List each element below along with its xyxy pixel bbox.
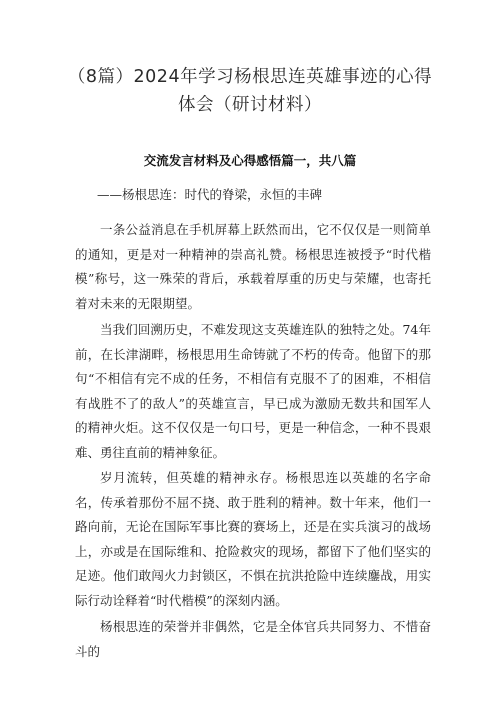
body-paragraph-3: 岁月流转，但英雄的精神永存。杨根思连以英雄的名字命名，传承着那份不屈不挠、敢于胜利的精神。数十年来，他们一路向前，无论在国际军事比赛的赛场上，还是在实兵演习的战场上，亦或是在国际维和、抢险救灾的现场，都留下了他们坚实的足迹。他们敢闯火力封锁区，不惧在抗洪抢险中连续鏖战，用实际行动诠释着“时代楷模”的深刻内涵。 <box>75 470 431 608</box>
body-paragraph-1: 一条公益消息在手机屏幕上跃然而出，它不仅仅是一则简单的通知，更是对一种精神的崇高礼赞。杨根思连被授予“时代楷模”称号，这一殊荣的背后，承载着厚重的历史与荣耀，也寄托着对未来的无限期望。 <box>75 222 431 311</box>
section-subtitle: ——杨根思连：时代的脊梁，永恒的丰碑 <box>97 187 323 202</box>
section-heading: 交流发言材料及心得感悟篇一，共八篇 <box>143 153 357 168</box>
body-paragraph-4: 杨根思连的荣誉并非偶然，它是全体官兵共同努力、不惜奋斗的 <box>75 619 431 659</box>
document-title-line-1: （8篇）2024年学习杨根思连英雄事迹的心得 <box>67 67 433 87</box>
document-title-line-2: 体会（研讨材料） <box>178 95 322 115</box>
body-paragraph-2: 当我们回溯历史，不难发现这支英雄连队的独特之处。74年前，在长津湖畔，杨根思用生命铸就了不朽的传奇。他留下的那句“不相信有完不成的任务，不相信有克服不了的困难，不相信有战胜不了的敌人”的英雄宣言，早已成为激励无数共和国军人的精神火炬。这不仅仅是一句口号，更是一种信念，一种不畏艰难、勇往直前的精神象征。 <box>75 322 431 460</box>
